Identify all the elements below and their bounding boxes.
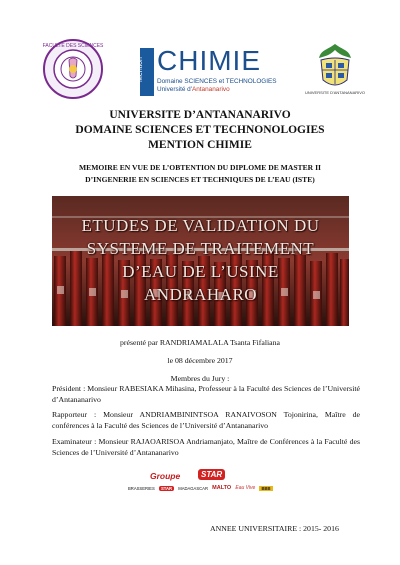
- groupe-star-logo: Groupe STAR BRASSERIES STAR MADAGASCAR MALTO Eau Vive BBB: [128, 470, 273, 498]
- jury-rapporteur: Rapporteur : Monsieur ANDRIAMBININTSOA RANAIVOSON Tojonirina, Maître de conférences à la Faculté des Sciences de l’Université d’Antananarivo: [52, 410, 360, 430]
- memoire-title: ETUDES DE VALIDATION DU SYSTEME DE TRAITEMENT D’EAU DE L’USINE ANDRAHARO: [81, 216, 320, 304]
- memoire-line-2: D’INGENERIE EN SCIENCES ET TECHNIQUES DE L’EAU (ISTE): [85, 175, 315, 184]
- chimie-subtitle: Domaine SCIENCES et TECHNOLOGIES Université d'Antananarivo: [157, 78, 277, 93]
- university-crest-logo: [305, 38, 365, 98]
- defense-date: le 08 décembre 2017: [167, 356, 233, 365]
- jury-president: Président : Monsieur RABESIAKA Mihasina, Professeur à la Faculté des Sciences de l’Université d’Antananarivo: [52, 384, 360, 404]
- logo-row: [0, 0, 400, 100]
- chimie-wordmark: CHIMIE: [157, 45, 261, 76]
- university-name: UNIVERSITE D’ANTANANARIVO: [109, 109, 291, 121]
- mention-name: MENTION CHIMIE: [148, 139, 252, 151]
- svg-text:UNIVERSITE D'ANTANANARIVO: UNIVERSITE D'ANTANANARIVO: [305, 90, 365, 95]
- mention-band: Mention: [140, 48, 154, 96]
- domain-name: DOMAINE SCIENCES ET TECHNONOLOGIES: [75, 124, 325, 136]
- svg-text:FACULTE DES SCIENCES: FACULTE DES SCIENCES: [42, 43, 104, 49]
- academic-year: ANNEE UNIVERSITAIRE : 2015- 2016: [210, 524, 339, 533]
- title-banner: [52, 196, 349, 326]
- jury-heading: Membres du Jury :: [170, 374, 230, 383]
- star-badge: STAR: [198, 469, 225, 480]
- faculte-sciences-logo: [42, 38, 104, 100]
- brand-row: BRASSERIES STAR MADAGASCAR MALTO Eau Vive BBB: [128, 485, 271, 491]
- jury-examinateur: Examinateur : Monsieur RAJAOARISOA Andriamanjato, Maître de Conférences à la Faculté des Sciences de l’Université d’Antananarivo: [52, 437, 360, 457]
- memoire-line-1: MEMOIRE EN VUE DE L’OBTENTION DU DIPLOME DE MASTER II: [79, 163, 321, 172]
- chimie-logo: [136, 45, 277, 96]
- presented-by: présenté par RANDRIAMALALA Tsanta Fifaliana: [120, 338, 280, 347]
